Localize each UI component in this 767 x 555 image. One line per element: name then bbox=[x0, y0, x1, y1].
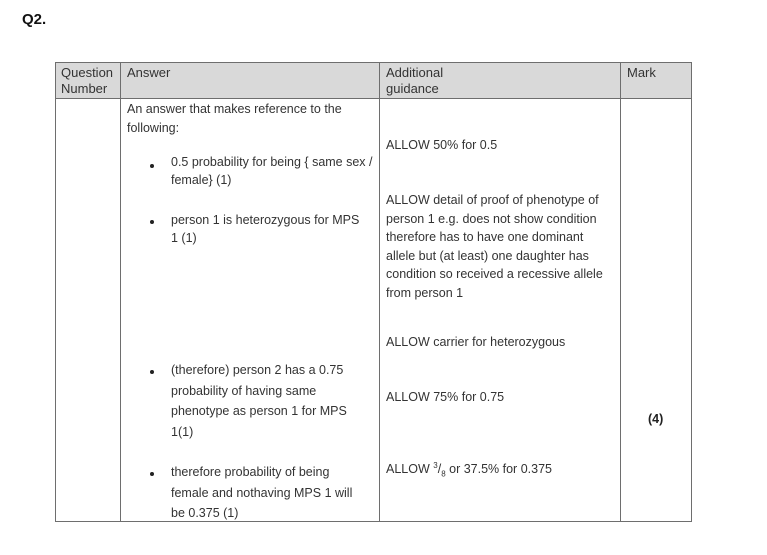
guidance-4: ALLOW 75% for 0.75 bbox=[386, 390, 505, 404]
answer-point-2: person 1 is heterozygous for MPS 1 (1) bbox=[171, 213, 360, 245]
header-mark: Mark bbox=[627, 65, 656, 80]
guidance-1: ALLOW 50% for 0.5 bbox=[386, 138, 498, 152]
bullet-icon bbox=[150, 370, 154, 374]
header-additional-guidance: Additional guidance bbox=[386, 65, 444, 96]
guidance-2: ALLOW detail of proof of phenotype of person 1 e.g. does not show condition therefore has to have one dominant allele but (at least) one daughter has condition so received a recessive allele from person 1 bbox=[386, 193, 603, 300]
column-divider bbox=[620, 63, 621, 521]
mark-scheme-table bbox=[55, 62, 692, 522]
question-title: Q2. bbox=[22, 11, 47, 28]
header-question-number: Question Number bbox=[61, 65, 114, 96]
bullet-icon bbox=[150, 220, 154, 224]
answer-intro: An answer that makes reference to the following: bbox=[127, 102, 342, 135]
column-divider bbox=[379, 63, 380, 521]
mark-value: (4) bbox=[648, 412, 664, 426]
answer-point-1: 0.5 probability for being { same sex / female} (1) bbox=[171, 155, 373, 187]
guidance-5: ALLOW $^3/_8$ or 37.5% for 0.375 bbox=[386, 460, 552, 479]
header-answer: Answer bbox=[127, 65, 171, 80]
bullet-icon bbox=[150, 164, 154, 168]
answer-point-4: therefore probability of being female and nothaving MPS 1 will be 0.375 (1) bbox=[171, 465, 353, 520]
answer-point-3: (therefore) person 2 has a 0.75 probability of having same phenotype as person 1 for MPS 1(1) bbox=[171, 363, 347, 439]
column-divider bbox=[120, 63, 121, 521]
guidance-3: ALLOW carrier for heterozygous bbox=[386, 335, 566, 349]
bullet-icon bbox=[150, 472, 154, 476]
